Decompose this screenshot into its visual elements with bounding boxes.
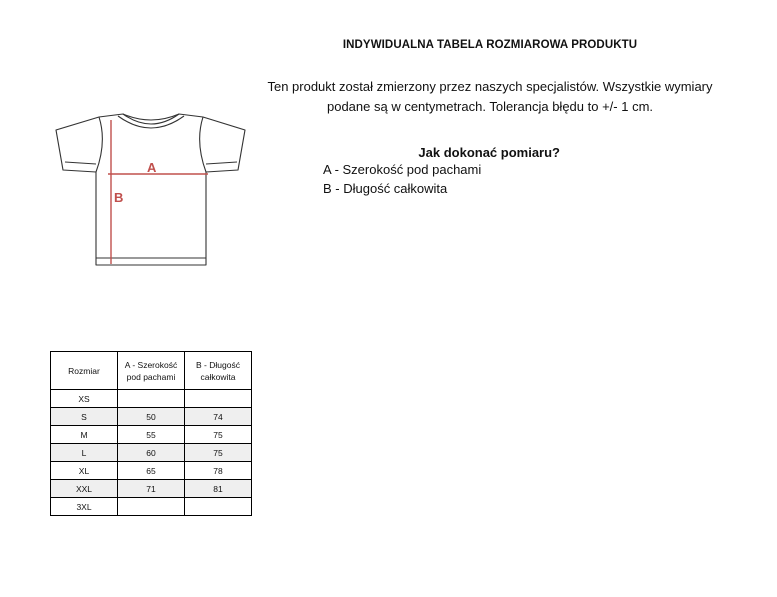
table-row	[51, 408, 252, 426]
cell-size: L	[51, 444, 118, 462]
intro-line-1: Ten produkt został zmierzony przez naszych specjalistów. Wszystkie wymiary	[267, 79, 713, 94]
tshirt-measurement-diagram	[55, 112, 247, 270]
header-size: Rozmiar	[51, 352, 118, 390]
diagram-label-a: A	[147, 160, 157, 175]
cell-width: 55	[118, 426, 185, 444]
table-row	[51, 480, 252, 498]
cell-length: 75	[185, 426, 252, 444]
header-width	[118, 352, 185, 390]
cell-length: 75	[185, 444, 252, 462]
header-width-line-1: A - Szerokość	[124, 359, 178, 370]
table-row	[51, 390, 252, 408]
cell-length: 81	[185, 480, 252, 498]
measure-a-description: A - Szerokość pod pachami	[323, 162, 482, 177]
cell-width	[118, 390, 185, 408]
page-title: INDYWIDUALNA TABELA ROZMIAROWA PRODUKTU	[342, 39, 638, 51]
how-to-measure-title: Jak dokonać pomiaru?	[418, 145, 560, 160]
header-length	[185, 352, 252, 390]
size-table-header-row	[51, 352, 252, 390]
cell-size: XXL	[51, 480, 118, 498]
cell-size: S	[51, 408, 118, 426]
cell-width: 71	[118, 480, 185, 498]
diagram-label-b: B	[114, 190, 124, 205]
cell-size: M	[51, 426, 118, 444]
header-width-line-2: pod pachami	[126, 371, 176, 382]
table-row	[51, 426, 252, 444]
table-row	[51, 462, 252, 480]
cell-width: 65	[118, 462, 185, 480]
tshirt-outline-icon	[56, 114, 245, 265]
header-length-line-1: B - Długość	[196, 359, 240, 370]
measure-b-description: B - Długość całkowita	[323, 181, 448, 196]
table-row	[51, 498, 252, 516]
cell-length: 74	[185, 408, 252, 426]
cell-length: 78	[185, 462, 252, 480]
size-table	[50, 351, 252, 516]
cell-size: XS	[51, 390, 118, 408]
cell-length	[185, 498, 252, 516]
intro-line-2: podane są w centymetrach. Tolerancja błędu to +/- 1 cm.	[326, 98, 654, 114]
cell-width	[118, 498, 185, 516]
cell-length	[185, 390, 252, 408]
table-row	[51, 444, 252, 462]
cell-width: 50	[118, 408, 185, 426]
intro-text	[250, 77, 730, 116]
header-length-line-2: całkowita	[200, 371, 236, 382]
cell-size: XL	[51, 462, 118, 480]
cell-size: 3XL	[51, 498, 118, 516]
cell-width: 60	[118, 444, 185, 462]
